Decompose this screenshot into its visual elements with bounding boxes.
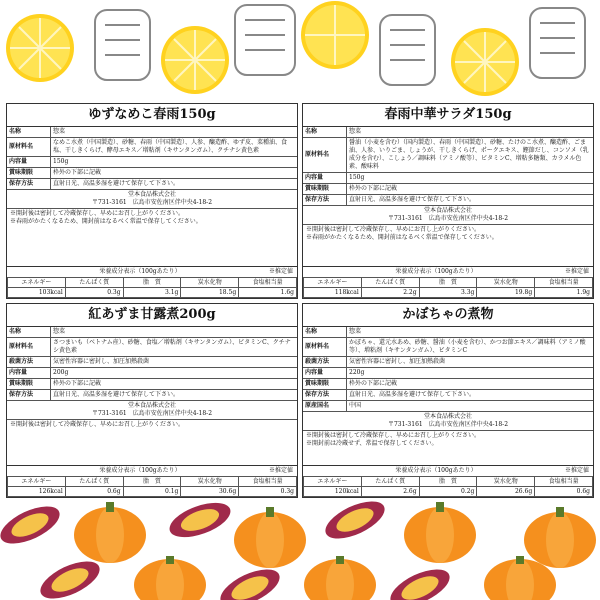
sweet-potato-icon — [320, 500, 390, 546]
product-title: 春雨中華サラダ150g — [303, 104, 593, 127]
nutrition-value: 0.3g — [65, 288, 123, 298]
sterilization-value: 気密性容器に密封し、加圧加熱殺菌 — [349, 358, 446, 365]
lemon-slice-icon — [6, 14, 74, 82]
manufacturer-address: 〒731-3161 広島市安佐南区伴中央4-18-2 — [91, 199, 213, 206]
bread-slice-icon — [95, 10, 150, 80]
manufacturer-address: 〒731-3161 広島市安佐南区伴中央4-18-2 — [91, 410, 213, 417]
pumpkin-icon — [404, 502, 476, 563]
notes — [303, 225, 593, 243]
nutrition-title: 栄養成分表示（100gあたり） — [395, 467, 477, 474]
nutrition-value: 30.6g — [181, 487, 239, 497]
nutrition-header: 炭水化物 — [181, 477, 239, 487]
storage-label: 保存方法 — [303, 390, 347, 400]
note: ※開封前は冷蔵せず、常温で保存してください。 — [306, 440, 438, 447]
lemon-slice-icon — [451, 28, 519, 96]
expiry-value: 枠外の下部に記載 — [349, 380, 398, 387]
lemon-slice-icon — [301, 1, 369, 69]
ingredients-label: 原材料名 — [303, 138, 347, 172]
name-label: 名称 — [7, 327, 51, 337]
nutrition-table — [7, 465, 297, 497]
manufacturer — [303, 206, 593, 225]
sweet-potato-icon — [385, 562, 455, 600]
nutrition-value: 3.3g — [419, 288, 477, 298]
storage-value: 直射日光、高温多湿を避けて保存して下さい。 — [53, 180, 180, 187]
nutrition-estimate-note: ※推定値 — [564, 467, 589, 474]
expiry-value: 枠外の下部に記載 — [53, 380, 102, 387]
note: ※春雨がかたくなるため、開封前はなるべく常温で保存してください。 — [306, 234, 498, 241]
nutrition-value: 0.1g — [123, 487, 181, 497]
product-label-harusame-salad — [302, 103, 594, 299]
nutrition-header: 食塩相当量 — [535, 477, 593, 487]
manufacturer-address: 〒731-3161 広島市安佐南区伴中央4-18-2 — [387, 421, 509, 428]
note: ※開封後は密封して冷蔵保存し、早めにお召し上がりください。 — [10, 210, 185, 217]
notes — [7, 209, 297, 227]
nutrition-header: 食塩相当量 — [239, 278, 297, 288]
ingredients-label: 原材料名 — [303, 338, 347, 356]
pumpkin-icon — [134, 556, 206, 600]
sweet-potato-icon — [165, 500, 235, 544]
storage-label: 保存方法 — [7, 179, 51, 189]
manufacturer — [7, 401, 297, 420]
sterilization-value: 気密性容器に密封し、加圧加熱殺菌 — [53, 358, 150, 365]
origin-label: 原産国名 — [303, 401, 347, 411]
nutrition-header: 脂 質 — [419, 477, 477, 487]
sweet-potato-icon — [0, 500, 65, 551]
nutrition-header: たんぱく質 — [65, 477, 123, 487]
ingredients-label: 原材料名 — [7, 138, 51, 156]
product-label-beni-azuma — [6, 303, 298, 498]
nutrition-value: 1.9g — [535, 288, 593, 298]
sterilization-label: 殺菌方法 — [303, 357, 347, 367]
product-title: かぼちゃの煮物 — [303, 304, 593, 327]
nutrition-header: 食塩相当量 — [535, 278, 593, 288]
content-value: 200g — [53, 369, 69, 376]
manufacturer-name: 堂本食品株式会社 — [423, 207, 472, 214]
sterilization-label: 殺菌方法 — [7, 357, 51, 367]
nutrition-value: 19.8g — [477, 288, 535, 298]
storage-value: 直射日光、高温多湿を避けて保存して下さい。 — [53, 391, 180, 398]
nutrition-header: エネルギー — [8, 477, 66, 487]
nutrition-value: 0.6g — [535, 487, 593, 497]
nutrition-value: 0.3g — [239, 487, 297, 497]
nutrition-header: 食塩相当量 — [239, 477, 297, 487]
nutrition-estimate-note: ※推定値 — [268, 268, 293, 275]
pumpkin-icon — [524, 507, 596, 568]
content-label: 内容量 — [7, 368, 51, 378]
nutrition-header: たんぱく質 — [361, 477, 419, 487]
name-value: 惣菜 — [53, 128, 66, 135]
name-value: 惣菜 — [53, 328, 66, 335]
manufacturer — [303, 412, 593, 431]
nutrition-value: 1.6g — [239, 288, 297, 298]
note: ※開封後は密封して冷蔵保存し、早めにお召し上がりください。 — [10, 421, 185, 428]
nutrition-title: 栄養成分表示（100gあたり） — [395, 268, 477, 275]
content-label: 内容量 — [303, 368, 347, 378]
note: ※春雨がかたくなるため、開封前はなるべく常温で保存してください。 — [10, 218, 202, 225]
bread-slice-icon — [235, 5, 295, 75]
nutrition-value: 0.6g — [65, 487, 123, 497]
nutrition-estimate-note: ※推定値 — [564, 268, 589, 275]
nutrition-value: 120kcal — [304, 487, 362, 497]
manufacturer-name: 堂本食品株式会社 — [127, 191, 176, 198]
nutrition-value: 3.1g — [123, 288, 181, 298]
name-value: 惣菜 — [349, 328, 362, 335]
product-label-kabocha — [302, 303, 594, 498]
name-label: 名称 — [7, 127, 51, 137]
nutrition-value: 18.5g — [181, 288, 239, 298]
pumpkin-pattern-background — [0, 500, 600, 600]
nutrition-estimate-note: ※推定値 — [268, 467, 293, 474]
nutrition-value: 0.2g — [419, 487, 477, 497]
manufacturer-address: 〒731-3161 広島市安佐南区伴中央4-18-2 — [387, 215, 509, 222]
manufacturer-name: 堂本食品株式会社 — [423, 413, 472, 420]
bread-slice-icon — [530, 8, 585, 78]
nutrition-header: 炭水化物 — [477, 477, 535, 487]
product-title: ゆずなめこ春雨150g — [7, 104, 297, 127]
pumpkin-icon — [74, 502, 146, 563]
nutrition-header: たんぱく質 — [65, 278, 123, 288]
note: ※開封後は密封して冷蔵保存し、早めにお召し上がりください。 — [306, 226, 481, 233]
ingredients-value: さつまいも（ベトナム産）、砂糖、食塩／増粘剤（キサンタンガム）、ビタミンC、クチナシ黄色素 — [53, 339, 291, 354]
storage-label: 保存方法 — [303, 195, 347, 205]
expiry-label: 賞味期限 — [7, 379, 51, 389]
nutrition-header: たんぱく質 — [361, 278, 419, 288]
notes — [303, 431, 593, 449]
expiry-value: 枠外の下部に記載 — [53, 169, 102, 176]
nutrition-title: 栄養成分表示（100gあたり） — [99, 268, 181, 275]
sweet-potato-icon — [35, 554, 105, 600]
content-value: 150g — [349, 174, 365, 181]
expiry-label: 賞味期限 — [303, 184, 347, 194]
ingredients-value: なめこ水煮（中国製造）、砂糖、春雨（中国製造）、人参、醸造酢、ゆず皮、菜種油、食塩、干しきくらげ、酵母エキス／増粘剤（キサンタンガム）、クチナシ黄色素 — [53, 139, 288, 154]
nutrition-header: エネルギー — [304, 278, 362, 288]
nutrition-header: 脂 質 — [123, 278, 181, 288]
name-label: 名称 — [303, 127, 347, 137]
expiry-label: 賞味期限 — [303, 379, 347, 389]
pumpkin-icon — [304, 556, 376, 600]
storage-value: 直射日光、高温多湿を避けて保存して下さい。 — [349, 391, 476, 398]
nutrition-header: 炭水化物 — [181, 278, 239, 288]
pumpkin-icon — [234, 507, 306, 568]
nutrition-header: 炭水化物 — [477, 278, 535, 288]
name-label: 名称 — [303, 327, 347, 337]
nutrition-value: 2.6g — [361, 487, 419, 497]
origin-value: 中国 — [349, 402, 362, 409]
nutrition-value: 126kcal — [8, 487, 66, 497]
ingredients-label: 原材料名 — [7, 338, 51, 356]
content-label: 内容量 — [303, 173, 347, 183]
nutrition-value: 2.2g — [361, 288, 419, 298]
nutrition-title: 栄養成分表示（100gあたり） — [99, 467, 181, 474]
nutrition-table — [7, 266, 297, 298]
storage-value: 直射日光、高温多湿を避けて保存して下さい。 — [349, 196, 476, 203]
expiry-label: 賞味期限 — [7, 168, 51, 178]
name-value: 惣菜 — [349, 128, 362, 135]
manufacturer-name: 堂本食品株式会社 — [127, 402, 176, 409]
nutrition-header: エネルギー — [8, 278, 66, 288]
lemon-slice-icon — [161, 26, 229, 94]
nutrition-value: 118kcal — [304, 288, 362, 298]
nutrition-table — [303, 465, 593, 497]
storage-label: 保存方法 — [7, 390, 51, 400]
nutrition-header: エネルギー — [304, 477, 362, 487]
nutrition-table — [303, 266, 593, 298]
content-value: 220g — [349, 369, 365, 376]
manufacturer — [7, 190, 297, 209]
content-value: 150g — [53, 158, 69, 165]
nutrition-header: 脂 質 — [419, 278, 477, 288]
expiry-value: 枠外の下部に記載 — [349, 185, 398, 192]
content-label: 内容量 — [7, 157, 51, 167]
lemon-pattern-background — [0, 0, 600, 100]
note: ※開封後は密封して冷蔵保存し、早めにお召し上がりください。 — [306, 432, 481, 439]
nutrition-value: 103kcal — [8, 288, 66, 298]
product-title: 紅あずま甘露煮200g — [7, 304, 297, 327]
nutrition-value: 26.6g — [477, 487, 535, 497]
ingredients-value: 醤油（小麦を含む）（国内製造）、春雨（中国製造）、砂糖、たけのこ水煮、醸造酢、ごま油、人参、いりごま、しょうが、干しきくらげ、ポークエキス、鰹節だし、コンソメ（乳成分を含む）、こしょう／調味料（アミノ酸等）、ビタミンC、増粘多糖類、カラメル色素、酸味料 — [349, 139, 589, 170]
ingredients-value: かぼちゃ、還元水あめ、砂糖、醤油（小麦を含む）、かつお節エキス／調味料（アミノ酸等）、増粘剤（キサンタンガム）、ビタミンC — [349, 339, 586, 354]
notes — [7, 420, 297, 430]
nutrition-header: 脂 質 — [123, 477, 181, 487]
bread-slice-icon — [380, 15, 435, 85]
product-label-yuzu-nameko — [6, 103, 298, 299]
